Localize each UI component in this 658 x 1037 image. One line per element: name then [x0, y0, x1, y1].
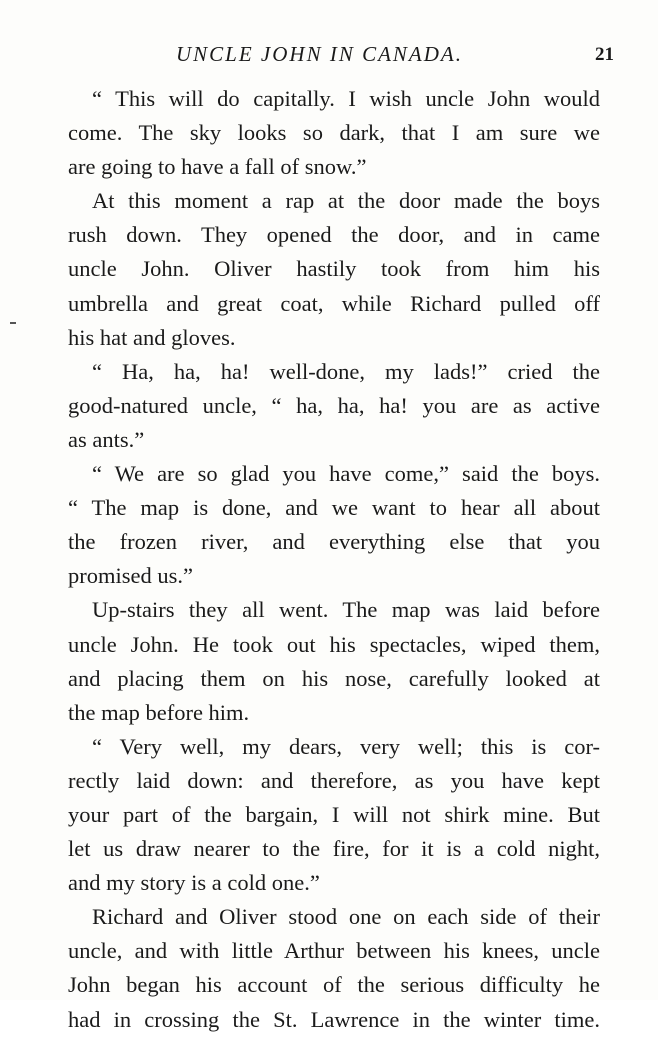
text-line: umbrella and great coat, while Richard pulled off: [68, 290, 600, 316]
text-line: had in crossing the St. Lawrence in the winter time.: [68, 1006, 600, 1032]
text-line: rectly laid down: and therefore, as you have kept: [68, 767, 600, 793]
text-line: “ We are so glad you have come,” said the boys.: [92, 461, 600, 487]
text-line: John began his account of the serious difficulty he: [68, 972, 600, 998]
running-head: [72, 42, 620, 72]
text-line: uncle John. He took out his spectacles, wiped them,: [68, 631, 600, 657]
body-text: [68, 82, 600, 1037]
margin-mark: [10, 322, 16, 324]
text-line: his hat and gloves.: [68, 324, 236, 350]
text-line: as ants.”: [68, 426, 145, 452]
running-title: UNCLE JOHN IN CANADA.: [176, 42, 464, 66]
text-line: Up-stairs they all went. The map was laid before: [92, 597, 600, 623]
text-line: your part of the bargain, I will not shirk mine. But: [68, 801, 600, 827]
text-line: At this moment a rap at the door made the boys: [92, 188, 600, 214]
text-line: rush down. They opened the door, and in came: [68, 222, 600, 248]
text-line: good-natured uncle, “ ha, ha, ha! you are as active: [68, 392, 600, 418]
text-line: and my story is a cold one.”: [68, 870, 320, 896]
text-line: “ This will do capitally. I wish uncle John would: [92, 86, 600, 111]
text-line: “ Ha, ha, ha! well-done, my lads!” cried the: [92, 358, 600, 384]
text-line: the map before him.: [68, 699, 250, 725]
page-number: 21: [595, 44, 614, 65]
text-line: and placing them on his nose, carefully looked at: [68, 665, 600, 691]
text-line: uncle, and with little Arthur between his knees, uncle: [68, 938, 600, 964]
text-line: come. The sky looks so dark, that I am sure we: [68, 120, 600, 146]
text-line: let us draw nearer to the fire, for it is a cold night,: [68, 836, 600, 862]
text-line: the frozen river, and everything else that you: [68, 529, 600, 555]
text-line: promised us.”: [68, 563, 193, 589]
text-line: “ Very well, my dears, very well; this is cor-: [92, 733, 600, 759]
text-line: Richard and Oliver stood one on each side of their: [92, 904, 600, 930]
text-line: uncle John. Oliver hastily took from him his: [68, 256, 600, 282]
text-line: are going to have a fall of snow.”: [68, 154, 367, 180]
text-line: “ The map is done, and we want to hear all about: [68, 495, 600, 521]
